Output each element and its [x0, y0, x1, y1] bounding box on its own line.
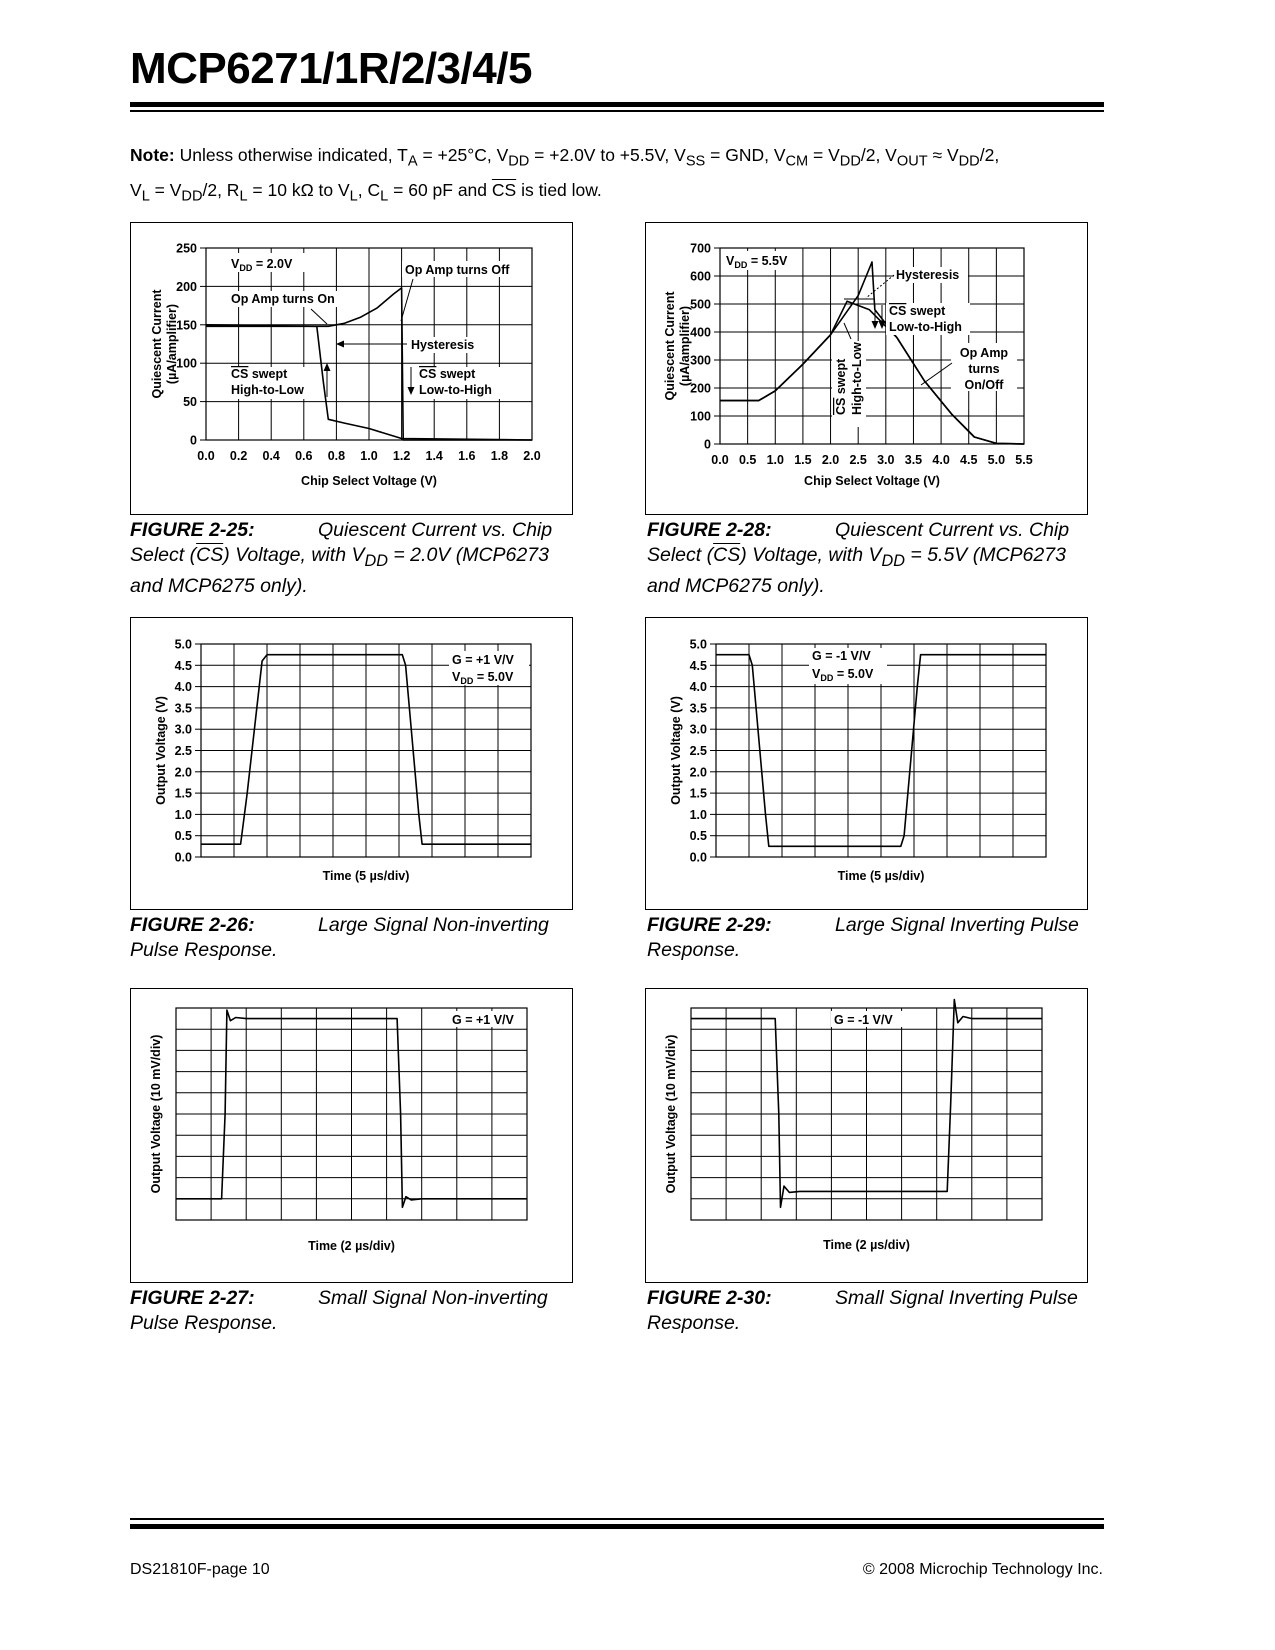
- y-tick-label: 3.0: [689, 722, 707, 737]
- annotation-op-amp-on: Op Amp turns On: [231, 292, 335, 306]
- y-tick-label: 3.5: [174, 701, 192, 716]
- annotation-gain: G = -1 V/V: [834, 1013, 893, 1027]
- x-axis-label: Time (5 µs/div): [837, 869, 925, 883]
- x-tick-label: 3.0: [877, 453, 895, 467]
- y-tick-label: 2.5: [174, 744, 192, 758]
- y-tick-label: 0.5: [174, 829, 192, 844]
- chart-fig-2-29: [645, 617, 1088, 910]
- annotation-vdd-main: V: [231, 257, 240, 271]
- y-tick-label: 700: [690, 241, 711, 256]
- y-tick-label: 200: [176, 279, 197, 294]
- y-tick-label: 250: [176, 241, 197, 256]
- y-tick-label: 5.0: [174, 637, 192, 652]
- y-tick-label: 1.0: [174, 807, 192, 822]
- footer-rule-thin: [130, 1518, 1104, 1520]
- y-tick-label: 400: [690, 325, 711, 340]
- x-tick-label: 2.0: [523, 449, 541, 463]
- y-tick-label: 4.0: [174, 680, 192, 695]
- annotation-op-amp-line3: On/Off: [964, 378, 1004, 392]
- annotation-vdd-after: = 2.0V: [252, 257, 293, 271]
- x-tick-label: 3.5: [904, 453, 923, 467]
- chart-svg: [131, 223, 572, 514]
- annotation-cs-high-low-after: swept: [834, 358, 848, 398]
- x-tick-label: 0.2: [229, 449, 248, 463]
- annotation-cs-high-low-line2: High-to-Low: [850, 342, 864, 415]
- caption-fig-2-27: FIGURE 2-27: Small Signal Non-inverting Pulse Response.: [130, 1287, 548, 1334]
- annotation-vdd-main: V: [726, 254, 735, 268]
- header-rule-thin: [130, 110, 1104, 112]
- x-tick-label: 2.0: [821, 453, 840, 467]
- x-tick-label: 5.5: [1015, 453, 1033, 467]
- y-tick-label: 500: [690, 297, 711, 312]
- annotation-cs-high-low: [231, 367, 288, 381]
- annotation-cs-low-high-line2: Low-to-High: [419, 383, 492, 397]
- annotation-cs-high-low-after: swept: [248, 367, 288, 381]
- caption-fig-2-30: FIGURE 2-30: Small Signal Inverting Pulse Response.: [647, 1287, 1078, 1334]
- x-tick-label: 1.6: [458, 449, 476, 463]
- y-tick-label: 4.5: [174, 658, 192, 673]
- annotation-cs-low-high-main: CS: [889, 304, 907, 318]
- annotation-cs-low-high: [889, 304, 946, 318]
- x-tick-label: 1.0: [360, 449, 378, 463]
- chart-fig-2-28: [645, 222, 1088, 515]
- annotation-op-amp: Op Amp: [959, 346, 1009, 360]
- annotation-vdd-after: = 5.0V: [473, 670, 514, 684]
- chart-svg: [131, 618, 572, 909]
- annotation-hysteresis: Hysteresis: [411, 338, 475, 352]
- y-axis-label: Output Voltage (10 mV/div): [149, 1034, 163, 1194]
- y-tick-label: 2.0: [174, 765, 192, 780]
- y-tick-label: 100: [690, 409, 711, 424]
- y-tick-label: 150: [176, 318, 197, 333]
- annotation-vdd-sub: DD: [820, 673, 834, 683]
- y-axis-label-line2: (µA/amplifier): [165, 303, 179, 385]
- chart-fig-2-27: [130, 988, 573, 1283]
- annotation-cs-high-low-main: CS: [231, 367, 249, 381]
- annotation-vdd-main: V: [812, 667, 821, 681]
- y-tick-label: 2.0: [689, 765, 707, 780]
- leader-op-off: [401, 279, 413, 321]
- conditions-note: Note: Unless otherwise indicated, $T_A = +25^\circ C$, $V_{DD} = +2.0V$ to +5.5V, $V_{SS}$ = GND, $V_{CM} = V_{DD}/2$, $V_{OUT} \approx V_{DD}/2$, $V_L = V_{DD}/2$, $R_L = 10$ kΩ to $V_L$, $C_L = 60$ pF and $\overline{CS}$ is tied low.: [130, 145, 1000, 204]
- caption-fig-2-28: FIGURE 2-28: Quiescent Current vs. Chip Select $(\overline{CS})$ Voltage, with $V_{DD} = 5.5V$ (MCP6273 and MCP6275 only).: [647, 519, 1070, 597]
- y-tick-label: 1.5: [174, 786, 192, 801]
- x-tick-label: 0.8: [327, 449, 346, 463]
- x-tick-label: 0.0: [197, 449, 215, 463]
- chart-svg: [646, 618, 1087, 909]
- x-axis-label: Time (2 µs/div): [823, 1238, 910, 1252]
- annotation-gain: G = +1 V/V: [452, 1013, 514, 1027]
- y-tick-label: 3.5: [689, 701, 707, 716]
- chart-fig-2-25: [130, 222, 573, 515]
- annotation-vdd-after: = 5.0V: [833, 667, 874, 681]
- x-tick-label: 5.0: [987, 453, 1006, 467]
- x-tick-label: 2.5: [849, 453, 867, 467]
- y-tick-label: 1.0: [689, 807, 707, 822]
- footer-page-id: DS21810F-page 10: [130, 1561, 270, 1578]
- grid: [176, 1008, 527, 1220]
- caption-fig-2-25: FIGURE 2-25: Quiescent Current vs. Chip Select $(\overline{CS})$ Voltage, with $V_{DD} = 2.0V$ (MCP6273 and MCP6275 only).: [130, 519, 553, 597]
- arrow-high-low-head: [324, 363, 331, 371]
- annotation-cs-low-high-main: CS: [419, 367, 437, 381]
- y-tick-label: 0: [190, 433, 197, 448]
- y-tick-label: 300: [690, 353, 711, 368]
- annotation-vdd-sub: DD: [460, 676, 474, 686]
- y-tick-label: 0.0: [174, 850, 192, 865]
- leader-hysteresis: [866, 275, 894, 298]
- x-tick-label: 0.0: [711, 453, 729, 467]
- annotation-cs-low-high-after: swept: [436, 367, 476, 381]
- x-tick-label: 1.8: [490, 449, 509, 463]
- y-tick-label: 100: [176, 356, 197, 371]
- x-tick-label: 0.5: [738, 453, 757, 467]
- annotation-vdd-main: V: [452, 670, 461, 684]
- leader-op-amp: [921, 363, 952, 385]
- annotation-cs-low-high-line2: Low-to-High: [889, 320, 962, 334]
- arrow-low-high-head: [408, 387, 415, 395]
- y-tick-label: 4.5: [689, 658, 707, 673]
- x-tick-label: 4.0: [932, 453, 950, 467]
- x-tick-label: 1.5: [794, 453, 812, 467]
- footer-rule-thick: [130, 1524, 1104, 1529]
- y-axis-label-line2: (µA/amplifier): [678, 305, 692, 387]
- annotation-cs-low-high: [419, 367, 476, 381]
- x-axis-label: Chip Select Voltage (V): [804, 474, 940, 488]
- y-tick-label: 5.0: [689, 637, 707, 652]
- x-tick-label: 0.4: [262, 449, 280, 463]
- y-tick-label: 0: [704, 437, 711, 452]
- x-axis-label: Time (2 µs/div): [308, 1239, 395, 1253]
- chart-svg: [646, 989, 1087, 1282]
- footer-copyright: © 2008 Microchip Technology Inc.: [862, 1561, 1103, 1578]
- leader-op-on: [311, 309, 327, 324]
- x-tick-label: 1.2: [392, 449, 411, 463]
- hysteresis-arrow-left: [336, 341, 344, 348]
- y-tick-label: 1.5: [689, 786, 707, 801]
- annotation-cs-low-high-after: swept: [906, 304, 946, 318]
- annotation-cs-high-low-line2: High-to-Low: [231, 383, 304, 397]
- x-tick-label: 1.4: [425, 449, 443, 463]
- y-axis-label: Output Voltage (V): [154, 696, 168, 805]
- y-tick-label: 50: [183, 395, 197, 410]
- x-axis-label: Chip Select Voltage (V): [301, 474, 437, 488]
- x-tick-label: 4.5: [960, 453, 978, 467]
- y-axis-label-line1: Quiescent Current: [663, 291, 677, 401]
- annotation-vdd-sub: DD: [239, 263, 253, 273]
- caption-fig-2-29: FIGURE 2-29: Large Signal Inverting Pulse Response.: [647, 914, 1079, 961]
- annotation-op-amp-off: Op Amp turns Off: [405, 263, 510, 277]
- y-axis-label: Output Voltage (V): [669, 696, 683, 805]
- x-tick-label: 1.0: [766, 453, 784, 467]
- annotation-cs-high-low: [834, 358, 848, 415]
- y-tick-label: 3.0: [174, 722, 192, 737]
- annotation-vdd-sub: DD: [734, 260, 748, 270]
- y-tick-label: 0.5: [689, 829, 707, 844]
- annotation-cs-high-low-main: CS: [834, 397, 848, 415]
- annotation-vdd-after: = 5.5V: [747, 254, 788, 268]
- y-tick-label: 2.5: [689, 744, 707, 758]
- y-axis-label: Output Voltage (10 mV/div): [664, 1034, 678, 1194]
- chart-fig-2-30: [645, 988, 1088, 1283]
- y-tick-label: 4.0: [689, 680, 707, 695]
- header-rule-thick: [130, 102, 1104, 107]
- annotation-gain: G = +1 V/V: [452, 653, 514, 667]
- chart-fig-2-26: [130, 617, 573, 910]
- annotation-gain: G = -1 V/V: [812, 649, 871, 663]
- arrow-low-high-head-2: [872, 321, 879, 329]
- x-axis-label: Time (5 µs/div): [322, 869, 410, 883]
- chart-svg: [646, 223, 1087, 514]
- x-tick-label: 0.6: [295, 449, 313, 463]
- annotation-hysteresis: Hysteresis: [896, 268, 960, 282]
- grid: [691, 1008, 1042, 1220]
- caption-fig-2-26: FIGURE 2-26: Large Signal Non-inverting Pulse Response.: [130, 914, 549, 961]
- page-title: MCP6271/1R/2/3/4/5: [130, 44, 532, 93]
- y-axis-label-line1: Quiescent Current: [150, 289, 164, 399]
- y-tick-label: 0.0: [689, 850, 707, 865]
- annotation-op-amp-line2: turns: [968, 362, 1000, 376]
- arrow-high-low: [844, 323, 851, 339]
- y-tick-label: 600: [690, 269, 711, 284]
- chart-svg: [131, 989, 572, 1282]
- y-tick-label: 200: [690, 381, 711, 396]
